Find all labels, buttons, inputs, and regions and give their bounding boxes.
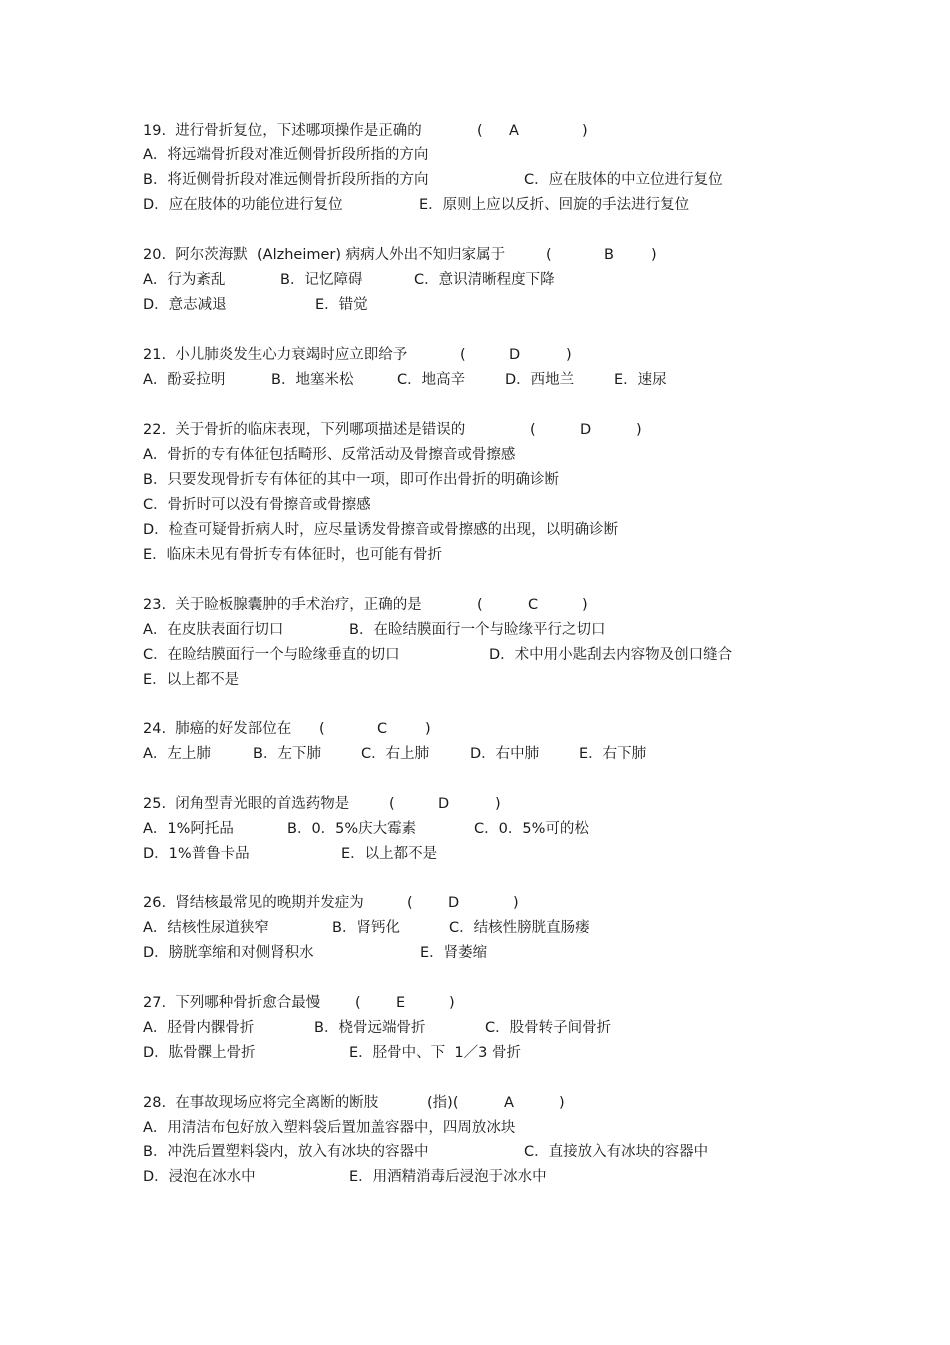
option-e: E．以上都不是 [341, 846, 438, 862]
question-stem: 25. 闭角型青光眼的首选药物是 [143, 796, 350, 812]
option-e: E．右下肺 [579, 746, 647, 762]
option-a: A．1%阿托品 [143, 821, 234, 837]
answer-letter: D [509, 347, 521, 363]
option-d: D．检查可疑骨折病人时，应尽量诱发骨擦音或骨擦感的出现，以明确诊断 [143, 522, 619, 538]
question-stem: 26. 肾结核最常见的晚期并发症为 [143, 895, 364, 911]
option-b: B．0．5%庆大霉素 [287, 821, 417, 837]
option-d: D．术中用小匙刮去内容物及创口缝合 [489, 647, 733, 663]
answer-close-paren: ) [651, 247, 657, 263]
option-b: B．冲洗后置塑料袋内，放入有冰块的容器中 [143, 1144, 429, 1160]
option-b: B．肾钙化 [332, 920, 400, 936]
answer-letter: A [509, 123, 519, 139]
answer-letter: C [377, 721, 388, 737]
question-stem: 28. 在事故现场应将完全离断的断肢 [143, 1095, 379, 1111]
option-a: A．酚妥拉明 [143, 372, 226, 388]
answer-close-paren: ) [559, 1095, 565, 1111]
option-b: B．桡骨远端骨折 [314, 1020, 426, 1036]
option-e: E．以上都不是 [143, 672, 240, 688]
answer-close-paren: ) [513, 895, 519, 911]
option-c: C．骨折时可以没有骨擦音或骨擦感 [143, 497, 371, 513]
option-c: C．在睑结膜面行一个与睑缘垂直的切口 [143, 647, 400, 663]
option-b: B．地塞米松 [271, 372, 354, 388]
question-stem: 27. 下列哪种骨折愈合最慢 [143, 995, 321, 1011]
question-stem: 20. 阿尔茨海默 (Alzheimer) 病病人外出不知归家属于 [143, 247, 506, 263]
option-a: A．胫骨内髁骨折 [143, 1020, 255, 1036]
answer-close-paren: ) [449, 995, 455, 1011]
option-a: A．用清洁布包好放入塑料袋后置加盖容器中，四周放冰块 [143, 1120, 516, 1136]
option-c: C．应在肢体的中立位进行复位 [524, 172, 723, 188]
answer-close-paren: ) [425, 721, 431, 737]
option-c: C．直接放入有冰块的容器中 [524, 1144, 709, 1160]
option-b: B．记忆障碍 [280, 272, 363, 288]
option-e: E．原则上应以反折、回旋的手法进行复位 [419, 197, 690, 213]
answer-letter: A [504, 1095, 514, 1111]
answer-close-paren: ) [582, 597, 588, 613]
option-c: C．0．5%可的松 [474, 821, 589, 837]
answer-close-paren: ) [566, 347, 572, 363]
option-d: D．肱骨髁上骨折 [143, 1045, 256, 1061]
option-a: A．行为紊乱 [143, 272, 226, 288]
answer-open-paren: ( [407, 895, 413, 911]
answer-close-paren: ) [495, 796, 501, 812]
option-c: C．股骨转子间骨折 [485, 1020, 612, 1036]
answer-open-paren: ( [389, 796, 395, 812]
question-stem: 19. 进行骨折复位，下述哪项操作是正确的 [143, 123, 422, 139]
option-a: A．结核性尿道狭窄 [143, 920, 269, 936]
question-stem: 21. 小儿肺炎发生心力衰竭时应立即给予 [143, 347, 408, 363]
option-a: A．将远端骨折段对准近侧骨折段所指的方向 [143, 147, 429, 163]
option-c: C．结核性膀胱直肠瘘 [449, 920, 590, 936]
option-b: B．在睑结膜面行一个与睑缘平行之切口 [349, 622, 606, 638]
option-d: D．应在肢体的功能位进行复位 [143, 197, 343, 213]
answer-open-paren: ( [477, 597, 483, 613]
answer-open-paren: ( [355, 995, 361, 1011]
answer-close-paren: ) [636, 422, 642, 438]
option-e: E．胫骨中、下 1／3 骨折 [349, 1045, 521, 1061]
answer-open-paren: ( [460, 347, 466, 363]
answer-letter: C [528, 597, 539, 613]
answer-letter: D [438, 796, 450, 812]
question-stem: 23. 关于睑板腺囊肿的手术治疗，正确的是 [143, 597, 422, 613]
option-a: A．骨折的专有体征包括畸形、反常活动及骨擦音或骨擦感 [143, 447, 516, 463]
option-a: A．左上肺 [143, 746, 211, 762]
option-a: A．在皮肤表面行切口 [143, 622, 284, 638]
option-d: D．意志减退 [143, 297, 227, 313]
option-c: C．右上肺 [361, 746, 430, 762]
option-e: E．错觉 [315, 297, 368, 313]
option-b: B．只要发现骨折专有体征的其中一项，即可作出骨折的明确诊断 [143, 472, 559, 488]
answer-open-paren: ( [546, 247, 552, 263]
answer-open-paren: ( [477, 123, 483, 139]
option-d: D．膀胱挛缩和对侧肾积水 [143, 945, 314, 961]
question-stem: 24. 肺癌的好发部位在 [143, 721, 292, 737]
answer-open-paren: (指)( [427, 1095, 459, 1111]
answer-letter: B [604, 247, 614, 263]
answer-close-paren: ) [582, 123, 588, 139]
option-b: B．将近侧骨折段对准远侧骨折段所指的方向 [143, 172, 429, 188]
question-stem: 22. 关于骨折的临床表现，下列哪项描述是错误的 [143, 422, 466, 438]
answer-letter: D [580, 422, 592, 438]
answer-letter: D [448, 895, 460, 911]
option-e: E．速尿 [614, 372, 667, 388]
option-d: D．1%普鲁卡品 [143, 846, 250, 862]
answer-open-paren: ( [319, 721, 325, 737]
option-c: C．意识清晰程度下降 [414, 272, 555, 288]
answer-open-paren: ( [530, 422, 536, 438]
option-d: D．浸泡在冰水中 [143, 1169, 256, 1185]
answer-letter: E [396, 995, 406, 1011]
option-d: D．右中肺 [470, 746, 540, 762]
option-d: D．西地兰 [505, 372, 575, 388]
option-e: E．肾萎缩 [420, 945, 488, 961]
option-c: C．地高辛 [397, 372, 466, 388]
option-e: E．临床未见有骨折专有体征时，也可能有骨折 [143, 547, 443, 563]
option-b: B．左下肺 [253, 746, 321, 762]
option-e: E．用酒精消毒后浸泡于冰水中 [349, 1169, 547, 1185]
